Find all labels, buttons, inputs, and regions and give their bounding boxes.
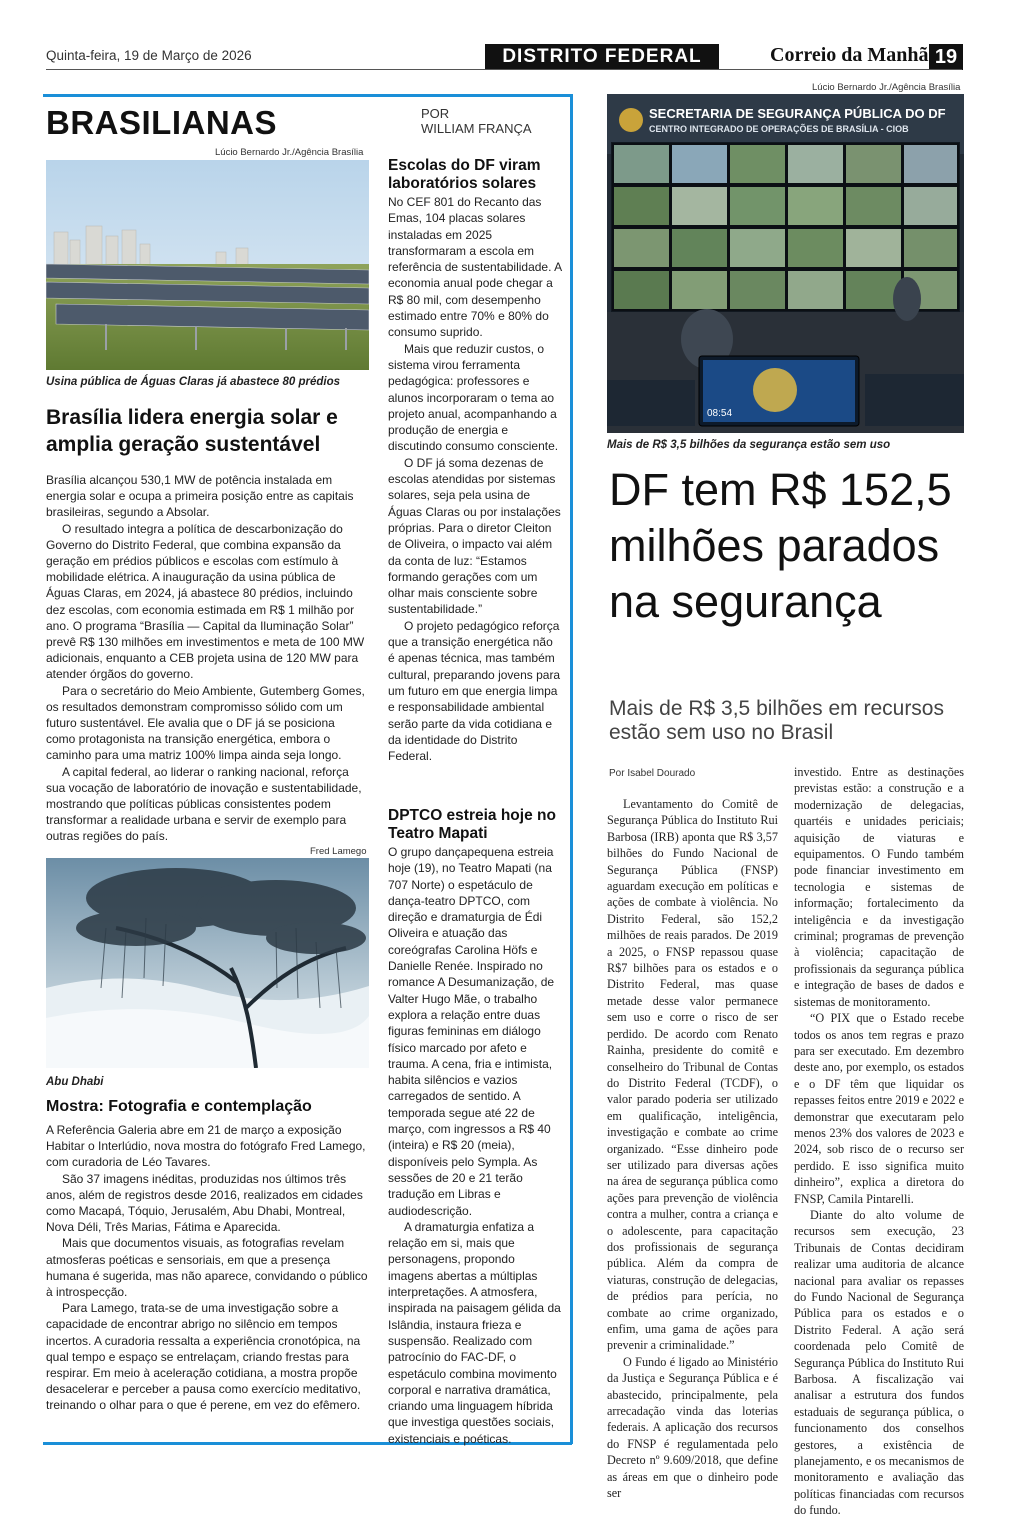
story2-paragraph: Mais que documentos visuais, as fotografias revelam atmosferas poéticas e sensoriais, em que a presença humana é sugerida, mas não aparece, convidando o público à introspecção. [46, 1236, 368, 1300]
column-title: BRASILIANAS [46, 104, 278, 141]
story2-paragraph: Para Lamego, trata-se de uma investigação sobre a capacidade de encontrar abrigo no silêncio em tempos incertos. A curadoria ressalta a experiência cronotópica, na qual tempo e espaço se entrelaçam, criando frestas para respirar. Em meio à aceleração cotidiana, a mostra propõe desacelerar e perceber a pausa como exercício meditativo, treinando o olhar para o que é perene, em vez do efêmero. [46, 1301, 361, 1413]
main-col2-body [794, 764, 964, 1519]
main-col1-body [607, 796, 778, 1501]
story2-title: Mostra: Fotografia e contemplação [46, 1098, 312, 1115]
byline-por: POR [421, 106, 450, 121]
story1-body [46, 472, 366, 845]
story1-paragraph: A capital federal, ao liderar o ranking nacional, reforça sua vocação de laboratório de inovação e sustentabilidade, mostrando que políticas públicas consistentes podem transformar a realidade urbana e servir de exemplo para outras regiões do país. [46, 764, 362, 844]
main-paragraph: O Fundo é ligado ao Ministério da Justiça e Segurança Pública e é abastecido, principalmente, pela arrecadação vinda das loterias federais. A aplicação dos recursos do FNSP é regulamentada pelo Decreto nº 9.609/2018, que define as áreas em que o dinheiro pode ser [607, 1354, 778, 1501]
column-box-right-border [570, 94, 573, 1444]
story2-paragraph: São 37 imagens inéditas, produzidas nos últimos três anos, além de registros desde 2016, realizados em cidades como Macapá, Tóquio, Jerusalém, Abu Dhabi, Montreal, Nova Déli, Três Marias, Fátima e Aparecida. [46, 1171, 363, 1235]
main-photo-credit: Lúcio Bernardo Jr./Agência Brasília [812, 82, 961, 93]
story1-paragraph: O resultado integra a política de descarbonização do Governo do Distrito Federal, que combina expansão da geração em prédios públicos e escolas com estímulo à mobilidade elétrica. A inauguração da usina pública de Águas Claras, em 2024, já abastece 80 prédios, incluindo dez escolas, com economia estimada em R$ 1 milhão por ano. O programa “Brasília — Capital da Iluminação Solar” prevê R$ 130 milhões em investimentos e meta de 100 MW adicionais, enquanto a CEB projeta usina de 120 MW para atender órgãos do governo. [46, 521, 365, 682]
column-byline [421, 106, 532, 136]
column-box-top-border [43, 94, 571, 97]
solar-plant-photo [46, 160, 369, 370]
story3-paragraph: Mais que reduzir custos, o sistema virou ferramenta pedagógica: professores e alunos incorporaram o tema ao projeto anual, acompanhando a produção de energia e discutindo consumo consciente. [388, 341, 559, 454]
section-label: DISTRITO FEDERAL [485, 44, 719, 70]
main-paragraph: Diante do alto volume de recursos sem execução, 23 Tribunais de Contas decidiram realizar uma auditoria de alcance nacional para avaliar os repasses do Fundo Nacional de Segurança Pública para os estados e o Distrito Federal. A ação será coordenada pelo Comitê de Segurança Pública do Instituto Rui Barbosa. A fiscalização vai analisar a estrutura dos fundos estaduais de segurança pública, o funcionamento dos conselhos gestores, a existência de planejamento, e os mecanismos de monitoramento e avaliação das políticas financiadas com recursos do fundo. [794, 1207, 964, 1518]
abu-dhabi-photo [46, 858, 369, 1068]
story2-body [46, 1122, 368, 1414]
main-author: Por Isabel Dourado [609, 768, 696, 779]
header-divider [46, 69, 962, 70]
main-paragraph: “O PIX que o Estado recebe todos os anos tem regras e prazo para ser executado. Em dezembro deste ano, por exemplo, os estados e o DF têm que liquidar os repasses feitos entre 2019 e 2022 e demonstrar que executaram pelo menos 23% dos valores de 2023 e 2024, sob risco de o recurso ser perdido. E isso significa muito dinheiro”, explica a diretora do FNSP, Camila Pintarelli. [794, 1011, 964, 1206]
story1-paragraph: Para o secretário do Meio Ambiente, Gutemberg Gomes, os resultados demonstram compromisso sólido com um futuro sustentável. Ele avalia que o DF já se posiciona como protagonista na transição energética, embora o caminho para uma matriz 100% limpa ainda seja longo. [46, 683, 365, 763]
story1-title: Brasília lidera energia solar e amplia geração sustentável [46, 406, 338, 456]
photo-screen-time: 08:54 [707, 408, 733, 419]
photo-sign-line2: CENTRO INTEGRADO DE OPERAÇÕES DE BRASÍLIA - CIOB [649, 124, 909, 134]
byline-name: WILLIAM FRANÇA [421, 121, 532, 136]
story4-body [388, 844, 562, 1447]
story1-paragraph: Brasília alcançou 530,1 MW de potência instalada em energia solar e ocupa a primeira posição entre as capitais brasileiras, segundo a Absolar. [46, 473, 354, 520]
security-center-photo [607, 94, 964, 433]
story3-paragraph: No CEF 801 do Recanto das Emas, 104 placas solares instaladas em 2025 transformaram a escola em referência de sustentabilidade. A economia anual pode chegar a R$ 80 mil, com desempenho estimado entre 70% e 80% do consumo suprido. [388, 195, 562, 340]
photo1-credit: Lúcio Bernardo Jr./Agência Brasília [215, 147, 364, 158]
photo1-caption: Usina pública de Águas Claras já abastece 80 prédios [46, 376, 341, 388]
main-subheadline: Mais de R$ 3,5 bilhões em recursos estão sem uso no Brasil [609, 697, 944, 744]
story4-paragraph: A dramaturgia enfatiza a relação em si, mais que personagens, propondo imagens abertas a múltiplas interpretações. A atmosfera, inspirada na paisagem gélida da Islândia, instaura frieza e suspensão. Realizado com patrocínio do FAC-DF, o espetáculo combina movimento corporal e narrativa dramática, criando uma linguagem híbrida que investiga questões sociais, existenciais e poéticas. [388, 1219, 561, 1446]
story2-paragraph: A Referência Galeria abre em 21 de março a exposição Habitar o Interlúdio, nova mostra do fotógrafo Fred Lamego, com curadoria de Léo Tavares. [46, 1123, 366, 1170]
main-headline: DF tem R$ 152,5 milhões parados na segurança [609, 464, 952, 627]
story3-paragraph: O DF já soma dezenas de escolas atendidas por sistemas solares, seja pela usina de Águas Claras ou por instalações próprias. Para o diretor Cleiton de Oliveira, o impacto vai além da conta de luz: “Estamos formando gerações com um olhar mais consciente sobre sustentabilidade.” [388, 455, 561, 617]
main-paragraph: Levantamento do Comitê de Segurança Pública do Instituto Rui Barbosa (IRB) aponta que R$ 3,57 bilhões do Fundo Nacional de Segurança Pública (FNSP) aguardam execução em políticas e ações de combate à violência. No Distrito Federal, são 152,2 milhões de reais parados. De 2019 a 2025, o FNSP repassou quase R$7 bilhões para os estados e o Distrito Federal, mas quase metade desse valor permanece sem uso e corre o risco de ser perdido. De acordo com Renato Rainha, presidente do comitê e conselheiro do Tribunal de Contas do Distrito Federal (TCDF), o valor parado poderia ser utilizado em qualificação, inteligência, investigação e combate ao crime organizado. “Esse dinheiro pode ser utilizado para diversas ações na área de segurança pública como ações para prevenção de violência contra a mulher, contra a criança e o adolescente, para capacitação dos profissionais de segurança pública. Além da compra de viaturas, construção de delegacias, de prédios para perícia, no combate ao crime organizado, enfim, uma gama de ações para prevenir a criminalidade.” [607, 797, 778, 1353]
main-photo-caption: Mais de R$ 3,5 bilhões da segurança estão sem uso [607, 439, 891, 451]
page-date: Quinta-feira, 19 de Março de 2026 [46, 48, 252, 63]
story3-title: Escolas do DF viram laboratórios solares [388, 157, 541, 192]
photo2-credit: Fred Lamego [310, 846, 367, 857]
page-number: 19 [929, 44, 963, 70]
control-room-illustration [607, 94, 964, 433]
seal-icon [619, 108, 643, 132]
snowy-tree-illustration [46, 858, 369, 1068]
main-paragraph: investido. Entre as destinações previstas estão: a construção e a modernização de delegacias, quartéis e unidades periciais; aquisição de viaturas e equipamentos. O Fundo também pode financiar investimento em tecnologia e sistemas de informação; fortalecimento da inteligência e da investigação criminal; programas de prevenção à violência; capacitação de profissionais da segurança pública e integração de bases de dados e sistemas de monitoramento. [794, 765, 964, 1009]
story4-paragraph: O grupo dançapequena estreia hoje (19), no Teatro Mapati (na 707 Norte) o espetáculo de dança-teatro DPTCO, com direção e dramaturgia de Édi Oliveira e atuação das coreógrafas Carolina Höfs e Danielle Renée. Inspirado no romance A Desumanização, de Valter Hugo Mãe, o trabalho explora a relação entre duas figuras femininas em diálogo físico marcado por afeto e trauma. A cena, fria e intimista, habita silêncios e vazios carregados de sentido. A temporada segue até 22 de março, com ingressos a R$ 40 (inteira) e R$ 20 (meia), disponíveis pelo Sympla. As sessões de 20 e 21 terão tradução em Libras e audiodescrição. [388, 845, 555, 1218]
solar-plant-illustration [46, 160, 369, 370]
newspaper-brand: Correio da Manhã [770, 44, 929, 66]
photo2-caption: Abu Dhabi [46, 1076, 104, 1088]
story4-title: DPTCO estreia hoje no Teatro Mapati [388, 807, 556, 842]
story3-body [388, 194, 562, 764]
operator-figure [893, 277, 921, 321]
photo-sign-line1: SECRETARIA DE SEGURANÇA PÚBLICA DO DF [649, 106, 946, 121]
story3-paragraph: O projeto pedagógico reforça que a transição energética não é apenas técnica, mas também cultural, preparando jovens para um futuro em que energia limpa e responsabilidade ambiental serão parte da vida cotidiana e da identidade do Distrito Federal. [388, 618, 561, 764]
